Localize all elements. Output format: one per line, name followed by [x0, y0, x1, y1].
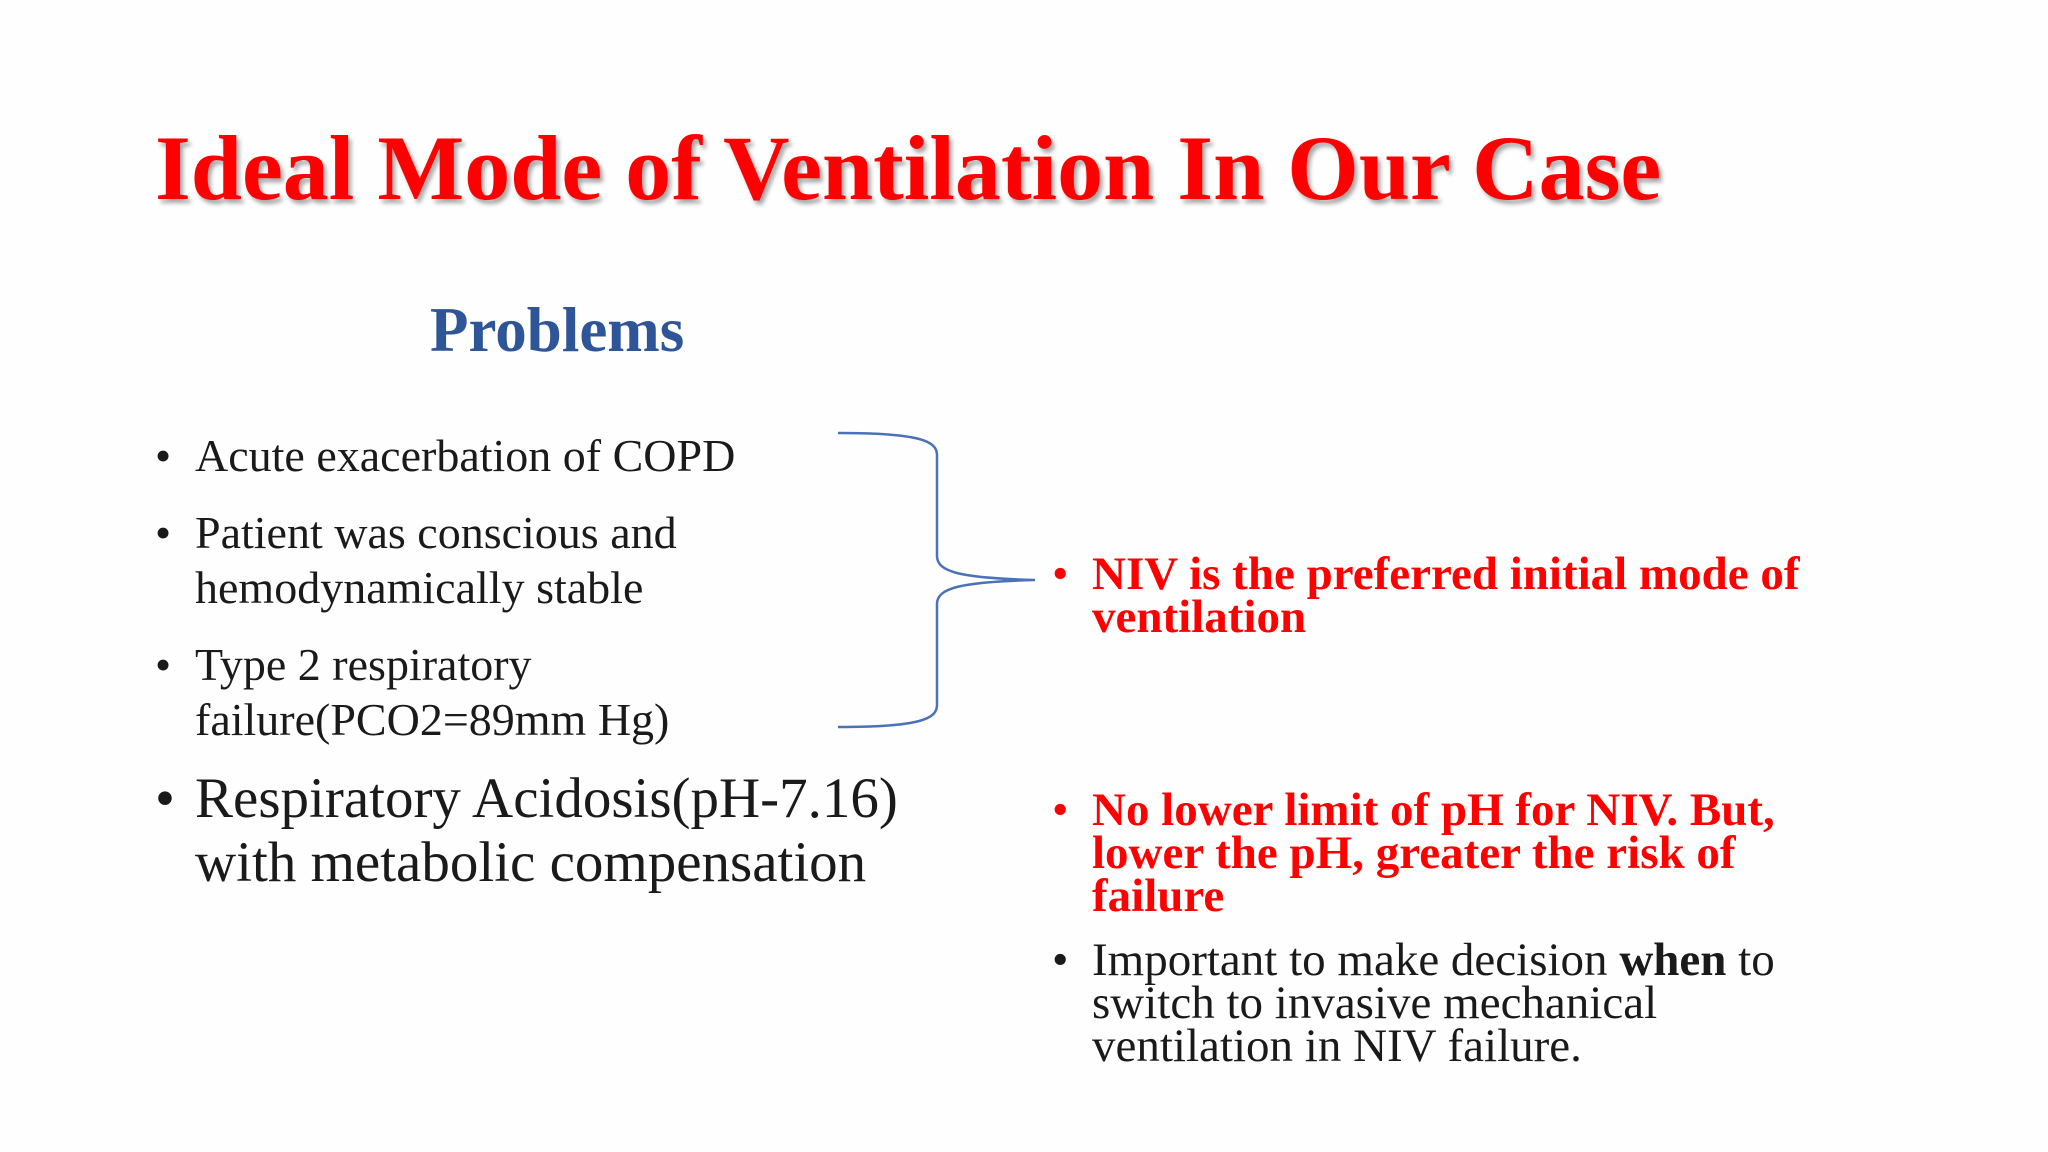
brace-path [838, 433, 1035, 727]
problem-text-line: Patient was conscious and [195, 507, 677, 558]
conclusion-text-line: lower the pH, greater the risk of [1092, 827, 1736, 879]
conclusion-text-line: ventilation in NIV failure. [1092, 1020, 1582, 1072]
decision-text-end: to [1726, 934, 1775, 986]
slide-title: Ideal Mode of Ventilation In Our Case [155, 117, 1662, 219]
problem-text-line: hemodynamically stable [195, 562, 644, 613]
problem-bullet-conscious [155, 505, 677, 615]
bullet-dot: • [1052, 934, 1069, 986]
problem-text-line: Respiratory Acidosis(pH-7.16) [195, 767, 898, 830]
bullet-dot: • [155, 639, 172, 690]
bullet-dot: • [155, 430, 172, 481]
problem-bullet-copd [155, 428, 735, 483]
conclusion-text-line: switch to invasive mechanical [1092, 977, 1658, 1029]
decision-text-emphasis: when [1619, 934, 1727, 986]
problem-text-line: failure(PCO2=89mm Hg) [195, 694, 670, 745]
conclusion-bullet-niv-preferred [1052, 548, 1912, 643]
bullet-dot: • [1052, 548, 1069, 600]
problems-heading: Problems [430, 295, 685, 365]
problem-bullet-respiratory-failure [155, 637, 669, 747]
conclusion-bullet-decision [1052, 934, 1912, 1072]
decision-text-start: Important to make decision [1092, 934, 1620, 986]
conclusion-bullet-ph-limit [1052, 784, 1912, 922]
problem-bullet-acidosis [155, 767, 898, 895]
bullet-dot: • [155, 767, 175, 830]
conclusion-text-line [1052, 934, 1912, 986]
conclusion-text-line: NIV is the preferred initial mode of [1092, 548, 1800, 600]
bullet-dot: • [155, 507, 172, 558]
conclusion-text-line: ventilation [1092, 591, 1307, 643]
problem-text-line: with metabolic compensation [195, 831, 867, 894]
problem-text-line: Acute exacerbation of COPD [195, 430, 736, 481]
problem-text-line: Type 2 respiratory [195, 639, 532, 690]
bullet-dot: • [1052, 784, 1069, 836]
conclusion-text-line: failure [1092, 870, 1225, 922]
conclusion-text-line: No lower limit of pH for NIV. But, [1092, 784, 1775, 836]
